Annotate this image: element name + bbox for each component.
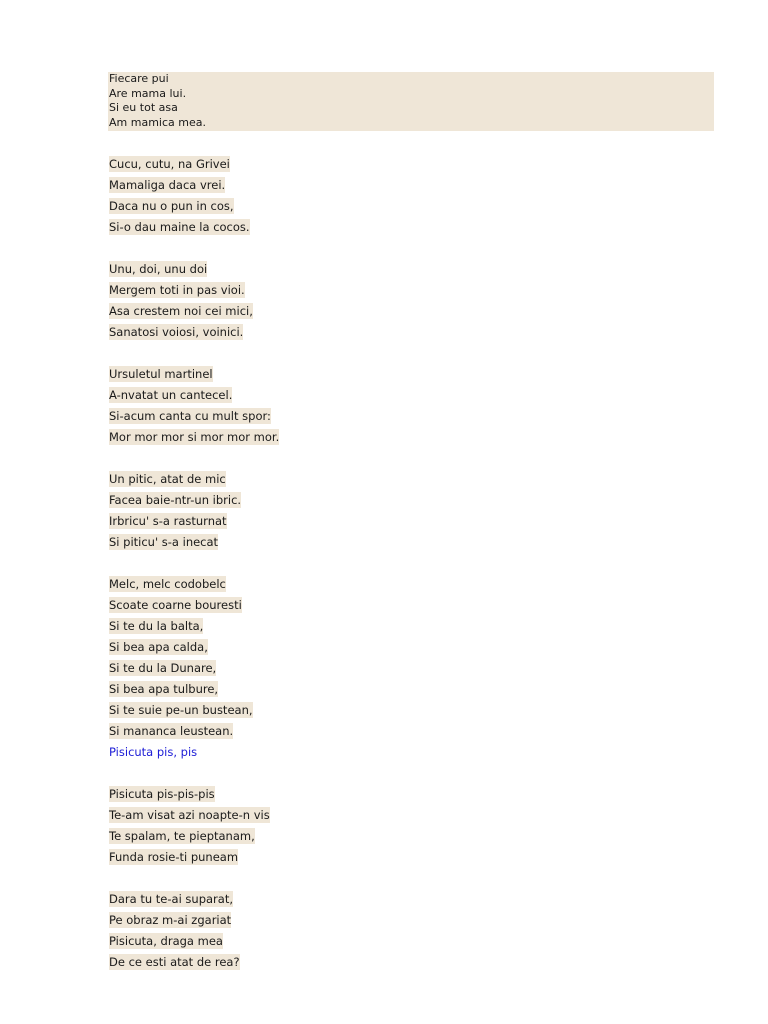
poem-line-text: Daca nu o pun in cos, bbox=[109, 199, 234, 213]
poem-line-text: Facea baie-ntr-un ibric. bbox=[109, 493, 242, 507]
stanza bbox=[109, 469, 709, 553]
poem-line bbox=[109, 889, 709, 910]
poem-line-text: Si te du la balta, bbox=[109, 619, 204, 633]
poem-line-text: Si te du la Dunare, bbox=[109, 661, 217, 675]
poem-line-text: Asa crestem noi cei mici, bbox=[109, 304, 253, 318]
poem-line-text: Un pitic, atat de mic bbox=[109, 472, 226, 486]
poem-line-text: Si mananca leustean. bbox=[109, 724, 234, 738]
poem-line bbox=[109, 931, 709, 952]
poem-line bbox=[109, 427, 709, 448]
poem-line bbox=[109, 679, 709, 700]
poem-line-text: Si-o dau maine la cocos. bbox=[109, 220, 250, 234]
poem-line-text: Sanatosi voiosi, voinici. bbox=[109, 325, 244, 339]
poem-line bbox=[109, 364, 709, 385]
poem-line-text: Scoate coarne bouresti bbox=[109, 598, 242, 612]
poem-line bbox=[109, 805, 709, 826]
stanza bbox=[109, 574, 709, 763]
poem-title-link-text[interactable]: Pisicuta pis, pis bbox=[109, 745, 198, 759]
poem-line bbox=[109, 280, 709, 301]
poem-line-text: Si bea apa tulbure, bbox=[109, 682, 219, 696]
poem-line bbox=[109, 574, 709, 595]
poem-line-text: Ursuletul martinel bbox=[109, 367, 213, 381]
poem-line-text: Mor mor mor si mor mor mor. bbox=[109, 430, 280, 444]
poem-line-text: Irbricu' s-a rasturnat bbox=[109, 514, 227, 528]
poem-line-text: Te spalam, te pieptanam, bbox=[109, 829, 255, 843]
poem-line bbox=[109, 175, 709, 196]
poem-line-text: Mergem toti in pas vioi. bbox=[109, 283, 245, 297]
poem-line bbox=[109, 469, 709, 490]
poem-line bbox=[109, 910, 709, 931]
poem-body bbox=[109, 154, 709, 994]
poem-line bbox=[109, 301, 709, 322]
poem-line-text: Mamaliga daca vrei. bbox=[109, 178, 226, 192]
poem-line bbox=[109, 154, 709, 175]
poem-line bbox=[109, 385, 709, 406]
poem-line-text: Funda rosie-ti puneam bbox=[109, 850, 239, 864]
poem-line bbox=[109, 322, 709, 343]
poem-line bbox=[109, 721, 709, 742]
poem-line bbox=[109, 952, 709, 973]
poem-line-text: Si-acum canta cu mult spor: bbox=[109, 409, 271, 423]
poem-line-text: Pisicuta, draga mea bbox=[109, 934, 223, 948]
poem-title-link[interactable] bbox=[109, 742, 709, 763]
poem-line-text: Si bea apa calda, bbox=[109, 640, 208, 654]
poem-line-text: A-nvatat un cantecel. bbox=[109, 388, 233, 402]
poem-line-text: Si te suie pe-un bustean, bbox=[109, 703, 253, 717]
stanza bbox=[109, 889, 709, 973]
poem-line bbox=[109, 511, 709, 532]
poem-line bbox=[109, 658, 709, 679]
poem-line-text: Te-am visat azi noapte-n vis bbox=[109, 808, 270, 822]
poem-line bbox=[109, 217, 709, 238]
poem-line-text: De ce esti atat de rea? bbox=[109, 955, 240, 969]
poem-line: Are mama lui. bbox=[109, 86, 187, 100]
poem-line bbox=[109, 406, 709, 427]
stanza bbox=[109, 784, 709, 868]
poem-line-text: Unu, doi, unu doi bbox=[109, 262, 208, 276]
poem-line bbox=[109, 847, 709, 868]
poem-line-text: Melc, melc codobelc bbox=[109, 577, 226, 591]
poem-line bbox=[109, 532, 709, 553]
poem-line bbox=[109, 259, 709, 280]
poem-line bbox=[109, 784, 709, 805]
stanza bbox=[109, 364, 709, 448]
poem-line-text: Si piticu' s-a inecat bbox=[109, 535, 219, 549]
poem-line: Si eu tot asa bbox=[109, 101, 178, 114]
poem-line bbox=[109, 637, 709, 658]
highlighted-stanza bbox=[108, 72, 714, 131]
poem-line-text: Pisicuta pis-pis-pis bbox=[109, 787, 215, 801]
poem-line bbox=[109, 700, 709, 721]
poem-line: Am mamica mea. bbox=[109, 115, 206, 129]
poem-line bbox=[109, 616, 709, 637]
poem-line-text: Dara tu te-ai suparat, bbox=[109, 892, 233, 906]
stanza bbox=[109, 259, 709, 343]
stanza bbox=[109, 154, 709, 238]
poem-line bbox=[109, 826, 709, 847]
poem-line bbox=[109, 196, 709, 217]
poem-line bbox=[109, 490, 709, 511]
poem-line bbox=[109, 595, 709, 616]
poem-line: Fiecare pui bbox=[109, 72, 169, 85]
poem-line-text: Cucu, cutu, na Grivei bbox=[109, 157, 230, 171]
poem-line-text: Pe obraz m-ai zgariat bbox=[109, 913, 232, 927]
